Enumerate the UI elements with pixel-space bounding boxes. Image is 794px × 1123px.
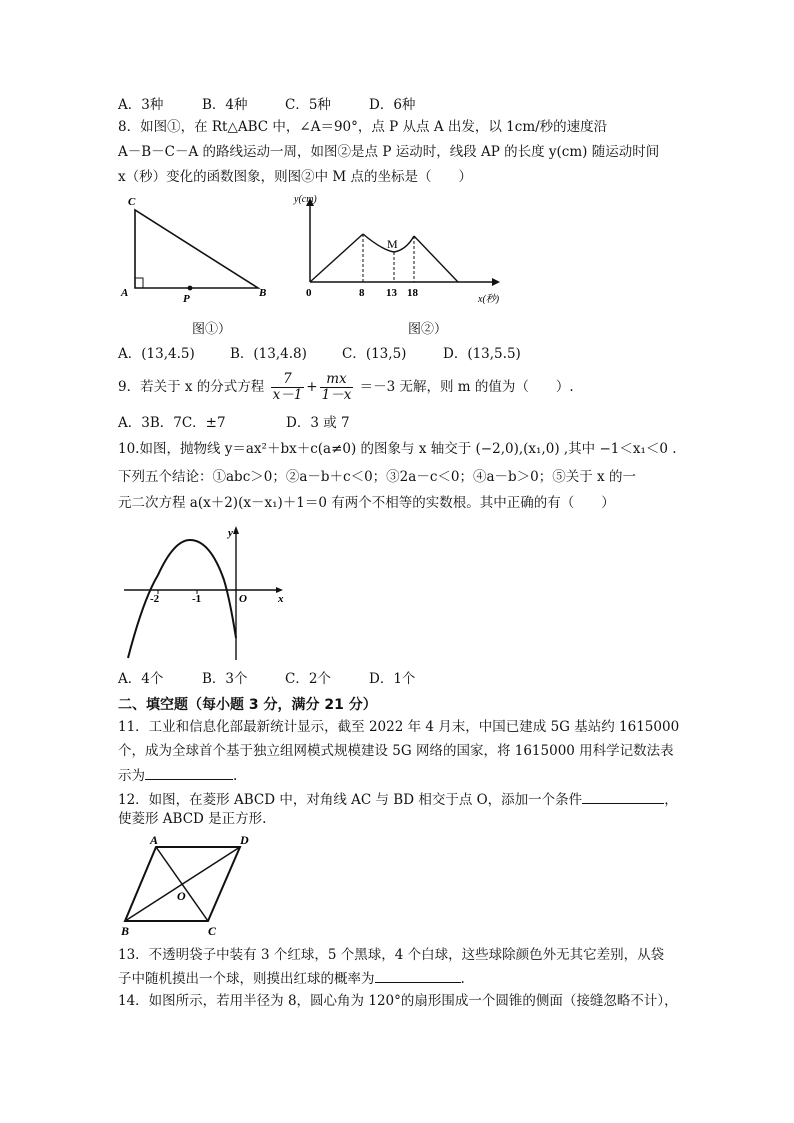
q9-fraction-2: [320, 372, 354, 403]
q8-option-a: A．(13,4.5): [118, 346, 195, 362]
q13-line-2: [118, 969, 465, 988]
q10-line-1: 10.如图，抛物线 y＝ax²＋bx＋c(a≠0) 的图象与 x 轴交于 (−2,0),(x₁,0) ,其中 −1＜x₁＜0 .: [118, 441, 677, 457]
q8-line-3: x（秒）变化的函数图象，则图②中 M 点的坐标是（ ）: [118, 169, 473, 185]
q9-option-d: D．3 或 7: [286, 415, 350, 431]
q8-line-2: A－B－C－A 的路线运动一周，如图②是点 P 运动时，线段 AP 的长度 y(cm) 随运动时间: [118, 144, 660, 160]
q10-option-a: A．4个: [118, 671, 164, 687]
q11-line-3-text: 示为: [118, 768, 145, 784]
q10-line-3: 元二次方程 a(x＋2)(x－x₁)＋1＝0 有两个不相等的实数根。其中正确的有（ ）: [118, 495, 615, 511]
q12-line-1-text: 12．如图，在菱形 ABCD 中，对角线 AC 与 BD 相交于点 O，添加一个条件: [118, 792, 583, 808]
q9-f1-den: x－1: [272, 387, 303, 403]
q9-option-abc: A．3B．7C．±7: [118, 415, 226, 431]
graph-xlabel: x(秒): [478, 294, 500, 305]
q8-option-d: D．(13,5.5): [443, 346, 521, 362]
q8-option-b: B．(13,4.8): [230, 346, 307, 362]
q8-figure-2-caption: 图②）: [408, 322, 448, 337]
q11-line-3: [118, 766, 237, 785]
q10-parabola-figure: [118, 520, 298, 665]
label-p: P: [183, 293, 190, 305]
q7-option-d: D．6种: [369, 97, 416, 113]
section-2-heading: 二、填空题（每小题 3 分，满分 21 分）: [118, 697, 377, 713]
q10-option-c: C．2个: [285, 671, 331, 687]
q9-fraction-1: [271, 372, 305, 403]
q8-option-c: C．(13,5): [342, 346, 407, 362]
center-o: O: [177, 889, 186, 903]
label-c: C: [128, 196, 136, 208]
q7-option-a: A．3种: [118, 97, 164, 113]
q8-figure-1-caption: 图①）: [192, 322, 232, 337]
q9-f2-den: 1－x: [321, 387, 352, 403]
label-b: B: [259, 287, 267, 299]
q9-plus: +: [306, 379, 318, 395]
q13-answer-blank[interactable]: [375, 969, 461, 983]
x-axis-label: x: [278, 593, 284, 605]
point-m: M: [387, 237, 398, 251]
graph-origin: 0: [306, 287, 312, 299]
q9-suffix: ＝－3 无解，则 m 的值为（ ）.: [359, 379, 574, 395]
q9-f1-num: 7: [271, 372, 305, 388]
q7-option-c: C．5种: [285, 97, 331, 113]
vertex-c: C: [208, 924, 217, 938]
q9-f2-num: mx: [320, 372, 354, 388]
q13-line-1: 13．不透明袋子中装有 3 个红球，5 个黑球，4 个白球，这些球除颜色外无其它差别，从袋: [118, 947, 665, 963]
label-a: A: [121, 287, 129, 299]
q11-line-2: 个，成为全球首个基于独立组网模式规模建设 5G 网络的国家，将 1615000 用科学记数法表: [118, 743, 674, 759]
q12-rhombus-figure: [118, 830, 258, 942]
q12-line-1-end: ，: [664, 792, 678, 808]
q9-line: [118, 372, 574, 403]
q8-figure-1-triangle: [120, 192, 280, 307]
q11-line-1: 11．工业和信息化部最新统计显示，截至 2022 年 4 月末，中国已建成 5G 基站约 1615000: [118, 719, 680, 735]
q10-option-d: D．1个: [369, 671, 416, 687]
q12-answer-blank[interactable]: [582, 790, 664, 804]
graph-ylabel: y(cm): [294, 194, 317, 205]
vertex-d: D: [240, 833, 249, 847]
vertex-b: B: [121, 924, 130, 938]
q13-end: .: [460, 971, 465, 987]
tick-18: 18: [407, 287, 418, 299]
q12-line-1: [118, 790, 678, 809]
q11-end: .: [233, 768, 238, 784]
tick-m1: -1: [192, 593, 202, 605]
q12-line-2: 使菱形 ABCD 是正方形.: [118, 811, 267, 827]
y-axis-label: y: [228, 527, 233, 539]
q8-figure-2-graph: [292, 190, 512, 310]
tick-13: 13: [386, 287, 397, 299]
q9-prefix: 9．若关于 x 的分式方程: [118, 379, 265, 395]
origin-label: O: [239, 593, 247, 605]
q7-option-b: B．4种: [202, 97, 248, 113]
q11-answer-blank[interactable]: [145, 766, 233, 780]
q10-option-b: B．3个: [202, 671, 248, 687]
vertex-a: A: [150, 833, 159, 847]
q13-line-2-text: 子中随机摸出一个球，则摸出红球的概率为: [118, 971, 375, 987]
tick-m2: -2: [150, 593, 160, 605]
tick-8: 8: [359, 287, 365, 299]
q8-line-1: 8．如图①，在 Rt△ABC 中，∠A＝90°，点 P 从点 A 出发，以 1cm/秒的速度沿: [118, 119, 608, 135]
q10-line-2: 下列五个结论：①abc＞0；②a－b＋c＜0；③2a－c＜0；④a－b＞0；⑤关于 x 的一: [118, 469, 636, 485]
q14-line-1: 14．如图所示，若用半径为 8，圆心角为 120°的扇形围成一个圆锥的侧面（接缝忽略不计），: [118, 993, 678, 1009]
